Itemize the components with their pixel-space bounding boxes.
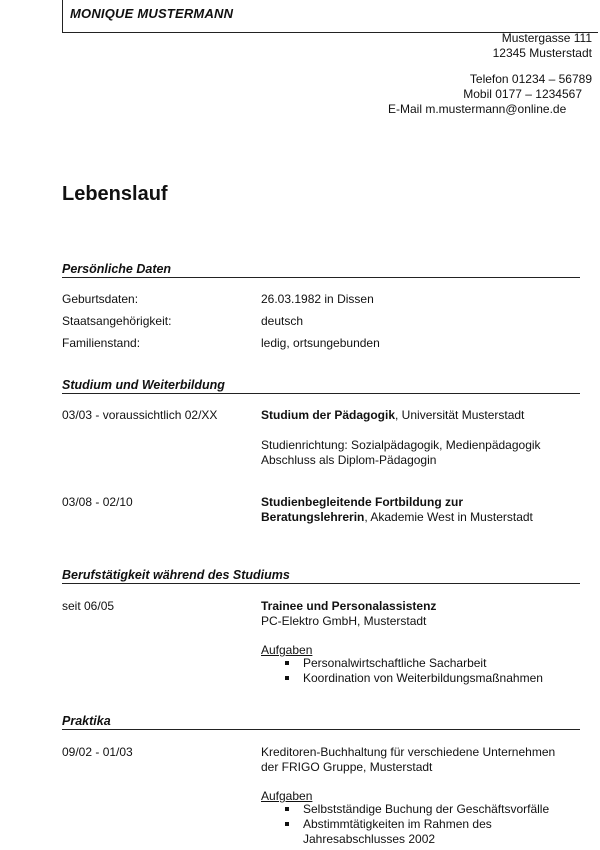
list-item: Selbstständige Buchung der Geschäftsvorfälle (283, 802, 583, 817)
study-direction: Studienrichtung: Sozialpädagogik, Medienpädagogik (261, 438, 541, 452)
work-company: PC-Elektro GmbH, Musterstadt (261, 614, 427, 628)
applicant-name: MONIQUE MUSTERMANN (70, 6, 234, 21)
study-place-2: , Akademie West in Musterstadt (364, 510, 533, 524)
study-degree: Abschluss als Diplom-Pädagogin (261, 453, 437, 467)
internship-line-1: Kreditoren-Buchhaltung für verschiedene Unternehmen (261, 745, 556, 759)
section-heading-study: Studium und Weiterbildung (62, 378, 580, 394)
work-title: Trainee und Personalassistenz (261, 599, 437, 613)
list-item: Personalwirtschaftliche Sacharbeit (283, 656, 583, 671)
study-entry-1 (261, 408, 581, 423)
page-title: Lebenslauf (62, 183, 168, 205)
task-line: Jahresabschlusses 2002 (303, 832, 436, 846)
email[interactable]: E-Mail m.mustermann@online.de (388, 102, 567, 116)
section-heading-internships: Praktika (62, 714, 580, 730)
section-heading-personal: Persönliche Daten (62, 262, 580, 278)
study-title-2b: Beratungslehrerin (261, 510, 365, 524)
study-date-1: 03/03 - voraussichtlich 02/XX (62, 408, 218, 422)
label-nationality: Staatsangehörigkeit: (62, 314, 172, 328)
value-family: ledig, ortsungebunden (261, 336, 380, 350)
list-item: Koordination von Weiterbildungsmaßnahmen (283, 671, 583, 686)
work-task-list (283, 656, 583, 686)
street: Mustergasse 111 (501, 31, 592, 45)
study-place-1: , Universität Musterstadt (395, 408, 525, 422)
study-entry-2 (261, 495, 581, 525)
internship-task-list (283, 802, 583, 847)
work-tasks-label: Aufgaben (261, 643, 313, 657)
mobile: Mobil 0177 – 1234567 (463, 87, 582, 101)
work-entry (261, 599, 581, 629)
value-nationality: deutsch (261, 314, 304, 328)
internship-line-2: der FRIGO Gruppe, Musterstadt (261, 760, 433, 774)
study-details-1 (261, 438, 581, 468)
label-birth: Geburtsdaten: (62, 292, 139, 306)
internship-entry (261, 745, 581, 775)
value-birth: 26.03.1982 in Dissen (261, 292, 374, 306)
task-line: Abstimmtätigkeiten im Rahmen des (303, 817, 492, 831)
phone-block (463, 72, 592, 102)
work-date: seit 06/05 (62, 599, 115, 613)
internship-date: 09/02 - 01/03 (62, 745, 133, 759)
section-heading-work: Berufstätigkeit während des Studiums (62, 568, 580, 584)
phone: Telefon 01234 – 56789 (469, 72, 592, 86)
city: 12345 Musterstadt (492, 46, 592, 60)
study-title-2a: Studienbegleitende Fortbildung zur (261, 495, 463, 509)
study-title-1: Studium der Pädagogik (261, 408, 396, 422)
address-block (493, 31, 592, 61)
label-family: Familienstand: (62, 336, 141, 350)
list-item (283, 817, 583, 847)
internship-tasks-label: Aufgaben (261, 789, 313, 803)
study-date-2: 03/08 - 02/10 (62, 495, 133, 509)
